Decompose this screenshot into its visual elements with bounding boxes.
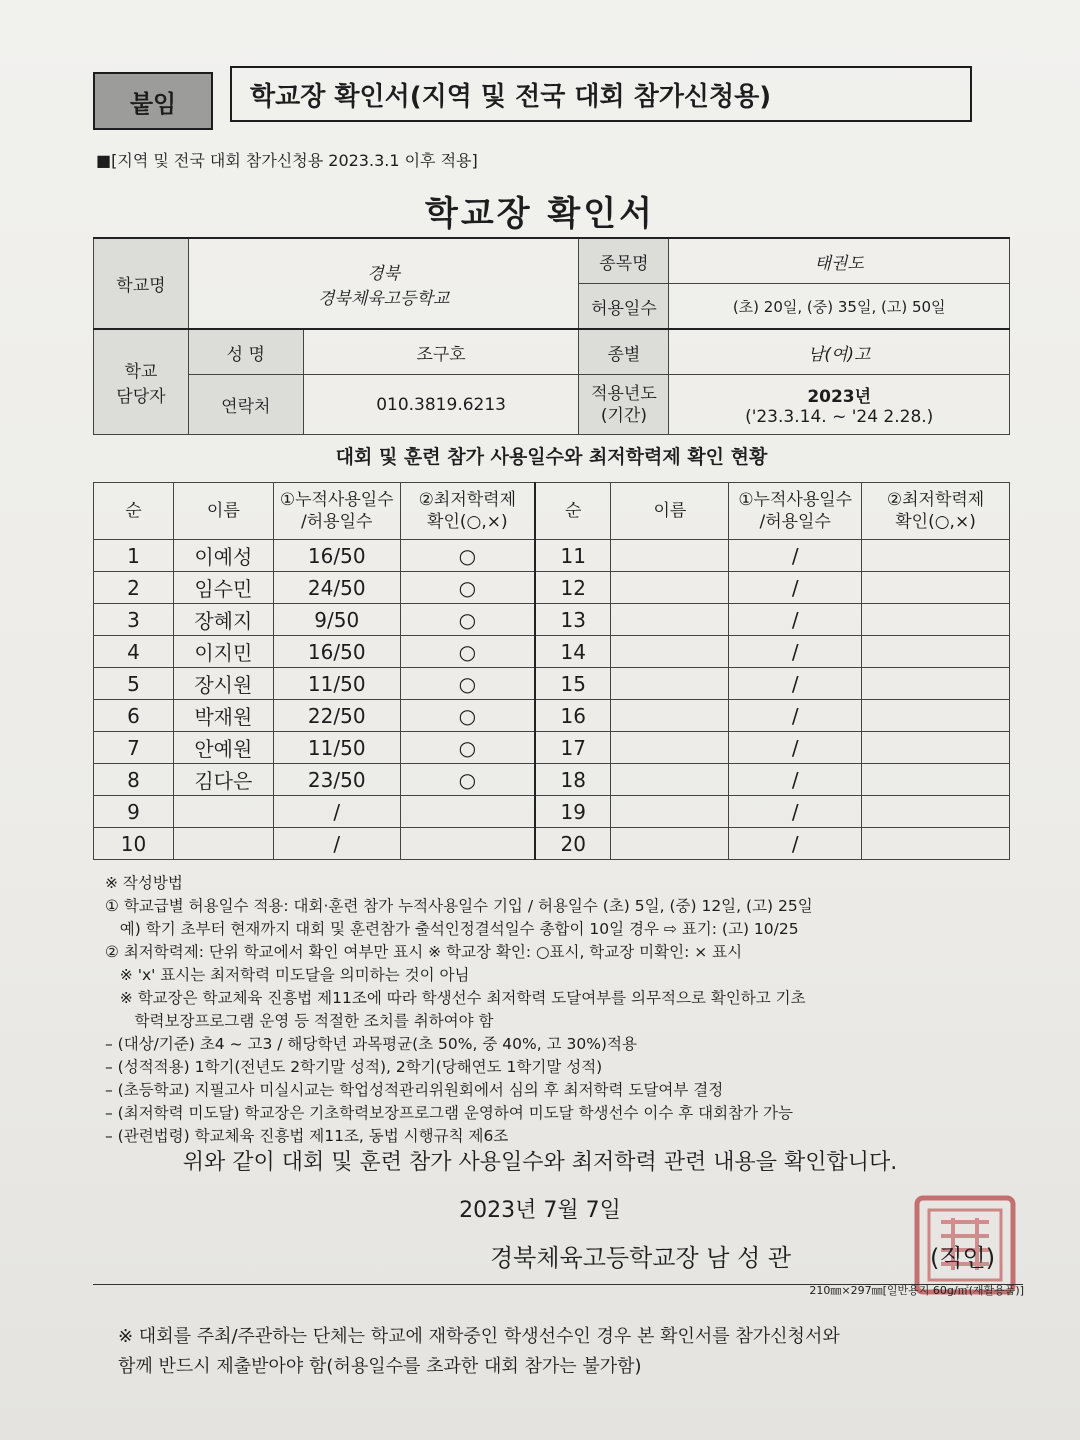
cell-name [611,668,729,700]
cell-min [400,796,535,828]
cell-name [611,732,729,764]
cell-min [862,604,1010,636]
cell-name [611,796,729,828]
col-days: ①누적사용일수 /허용일수 [273,483,400,540]
cell-min: ○ [400,764,535,796]
cell-no: 13 [535,604,611,636]
note-line: ※ 작성방법 [105,874,183,892]
cell-days: / [729,796,862,828]
seal-label: (직인) [930,1244,996,1272]
cell-days: 16/50 [273,636,400,668]
note-line: ① 학교급별 허용일수 적용: 대회·훈련 참가 누적사용일수 기입 / 허용일수 (초) 5일, (중) 12일, (고) 25일 [105,897,813,915]
cell-no: 16 [535,700,611,732]
attachment-tag: 붙임 [93,72,213,130]
sign-date: 2023년 7월 7일 [459,1198,621,1223]
cell-name: 장시원 [173,668,273,700]
cell-min [862,540,1010,572]
name-label: 성 명 [188,329,303,375]
contact-value: 010.3819.6213 [303,375,579,435]
confirm-text: 위와 같이 대회 및 훈련 참가 사용일수와 최저학력 관련 내용을 확인합니다. [182,1150,898,1175]
table-row [94,572,1010,604]
cell-min: ○ [400,732,535,764]
cell-days: 16/50 [273,540,400,572]
cell-min [862,732,1010,764]
cell-days: / [273,796,400,828]
school-name: 경북체육고등학교 [317,288,450,309]
cell-name [611,764,729,796]
cell-min [862,828,1010,860]
col-min: ②최저학력제 확인(○,×) [400,483,535,540]
cell-name [611,572,729,604]
cell-name: 안예원 [173,732,273,764]
note-line: ※ 학교장은 학교체육 진흥법 제11조에 따라 학생선수 최저학력 도달여부를 의무적으로 확인하고 기초 [105,989,806,1007]
name-value: 조구호 [303,329,579,375]
cell-no: 5 [94,668,174,700]
cell-min [400,828,535,860]
cell-days: / [729,700,862,732]
cell-no: 1 [94,540,174,572]
year-cell [669,375,1010,435]
cell-min [862,636,1010,668]
col-name: 이름 [173,483,273,540]
cell-no: 3 [94,604,174,636]
table-row [94,540,1010,572]
event-label: 종목명 [579,238,669,284]
col-no: 순 [535,483,611,540]
cell-name [611,604,729,636]
paper-spec: 210㎜×297㎜[일반용지 60g/㎡(재활용품)] [809,1284,1024,1297]
cell-days: 24/50 [273,572,400,604]
table-row [94,636,1010,668]
table-header-row [94,483,1010,540]
cell-days: / [729,668,862,700]
note-line: ※ 'x' 표시는 최저학력 미도달을 의미하는 것이 아님 [105,966,470,984]
cell-days: 23/50 [273,764,400,796]
cell-no: 7 [94,732,174,764]
cell-name: 박재원 [173,700,273,732]
cell-min: ○ [400,700,535,732]
staff-label: 학교 담당자 [94,329,189,435]
school-name-cell [188,238,579,329]
event-value: 태권도 [669,238,1010,284]
cell-min: ○ [400,668,535,700]
cell-days: / [729,540,862,572]
cell-no: 11 [535,540,611,572]
cell-days: 11/50 [273,732,400,764]
cell-no: 14 [535,636,611,668]
cell-min [862,572,1010,604]
cell-name [611,540,729,572]
cell-no: 8 [94,764,174,796]
table-row [94,668,1010,700]
note-line: 학력보장프로그램 운영 등 적절한 조치를 취하여야 함 [105,1012,494,1030]
signer-name: 경북체육고등학교장 남 성 관 [490,1244,792,1272]
allowed-days-value: (초) 20일, (중) 35일, (고) 50일 [669,284,1010,330]
section-title: 대회 및 훈련 참가 사용일수와 최저학력제 확인 현황 [335,446,768,468]
document-title: 학교장 확인서 [425,194,655,234]
table-row [94,828,1010,860]
cell-name [611,700,729,732]
cell-min [862,668,1010,700]
table-row [94,764,1010,796]
cell-name: 이지민 [173,636,273,668]
allowed-days-label: 허용일수 [579,284,669,330]
table-row [94,604,1010,636]
cell-name: 김다은 [173,764,273,796]
note-line: – (초등학교) 지필고사 미실시교는 학업성적관리위원회에서 심의 후 최저학력 도달여부 결정 [105,1081,724,1099]
cell-days: / [729,828,862,860]
bottom-note: ※ 대회를 주최/주관하는 단체는 학교에 재학중인 학생선수인 경우 본 확인서를 참가신청서와 함께 반드시 제출받아야 함(허용일수를 초과한 대회 참가는 불가함) [118,1326,840,1377]
cell-days: / [729,636,862,668]
note-line: 예) 학기 초부터 현재까지 대회 및 훈련참가 출석인정결석일수 총합이 10일 경우 ⇨ 표기: (고) 10/25 [105,920,799,938]
table-row [94,700,1010,732]
header-title: 학교장 확인서(지역 및 전국 대회 참가신청용) [230,66,972,122]
cell-min [862,796,1010,828]
note-line: – (성적적용) 1학기(전년도 2학기말 성적), 2학기(당해연도 1학기말 성적) [105,1058,603,1076]
col-no: 순 [94,483,174,540]
cell-days: / [729,732,862,764]
cell-no: 12 [535,572,611,604]
contact-label: 연락처 [188,375,303,435]
cell-name: 이예성 [173,540,273,572]
apply-note: ■[지역 및 전국 대회 참가신청용 2023.3.1 이후 적용] [96,151,478,170]
col-name: 이름 [611,483,729,540]
participation-table [93,482,1010,860]
note-line: ② 최저학력제: 단위 학교에서 확인 여부만 표시 ※ 학교장 확인: ○표시, 학교장 미확인: × 표시 [105,943,743,961]
table-row [94,732,1010,764]
cell-min: ○ [400,636,535,668]
cell-no: 10 [94,828,174,860]
cell-min: ○ [400,572,535,604]
cell-days: 9/50 [273,604,400,636]
cell-min: ○ [400,604,535,636]
school-label: 학교명 [94,238,189,329]
cell-name: 장혜지 [173,604,273,636]
note-line: – (최저학력 미도달) 학교장은 기초학력보장프로그램 운영하여 미도달 학생선수 이수 후 대회참가 가능 [105,1104,793,1122]
school-region: 경북 [367,263,401,284]
school-info-table [93,237,1010,435]
cell-days: 11/50 [273,668,400,700]
cell-name: 임수민 [173,572,273,604]
gender-label: 종별 [579,329,669,375]
cell-min [862,764,1010,796]
cell-min: ○ [400,540,535,572]
cell-no: 2 [94,572,174,604]
cell-no: 15 [535,668,611,700]
cell-no: 19 [535,796,611,828]
col-min: ②최저학력제 확인(○,×) [862,483,1010,540]
year-period: ('23.3.14. ~ '24 2.28.) [745,407,934,427]
table-row [94,796,1010,828]
note-line: – (관련법령) 학교체육 진흥법 제11조, 동법 시행규칙 제6조 [105,1127,509,1145]
cell-days: / [729,604,862,636]
cell-name [611,636,729,668]
cell-no: 18 [535,764,611,796]
cell-days: / [729,764,862,796]
cell-days: / [273,828,400,860]
cell-no: 4 [94,636,174,668]
writing-notes [105,872,1020,1148]
note-line: – (대상/기준) 초4 ~ 고3 / 해당학년 과목평균(초 50%, 중 40%, 고 30%)적용 [105,1035,637,1053]
cell-days: / [729,572,862,604]
cell-no: 6 [94,700,174,732]
year-label: 적용년도 (기간) [579,375,669,435]
gender-value: 남(여)고 [669,329,1010,375]
cell-no: 9 [94,796,174,828]
cell-name [173,796,273,828]
cell-no: 17 [535,732,611,764]
cell-name [611,828,729,860]
cell-name [173,828,273,860]
cell-no: 20 [535,828,611,860]
cell-min [862,700,1010,732]
cell-days: 22/50 [273,700,400,732]
col-days: ①누적사용일수 /허용일수 [729,483,862,540]
year-value: 2023년 [807,387,872,407]
